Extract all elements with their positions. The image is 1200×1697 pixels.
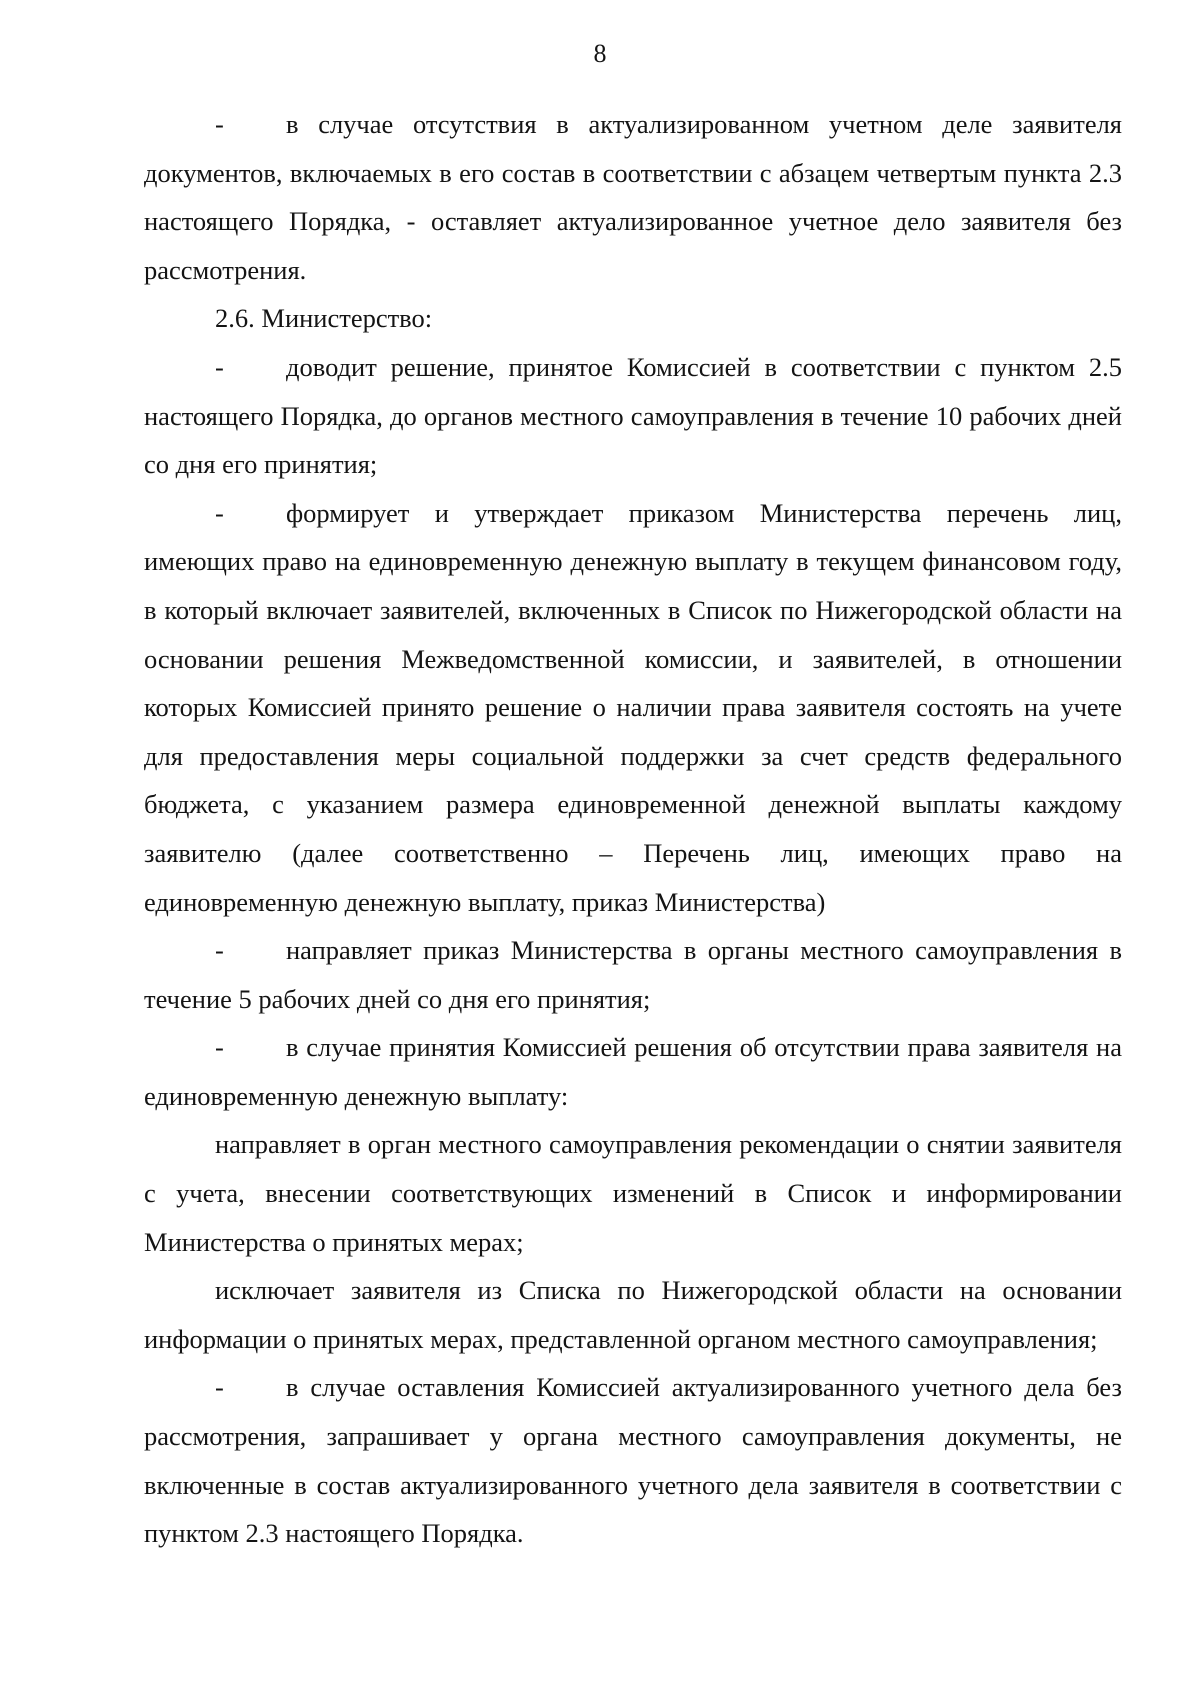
paragraph-dash (144, 1363, 1122, 1557)
paragraph-dash (144, 343, 1122, 489)
paragraph-text: в случае принятия Комиссией решения об отсутствии права заявителя на единовременную денежную выплату: (144, 1032, 1122, 1111)
document-body (144, 100, 1122, 1558)
list-dash: - (215, 497, 224, 528)
paragraph-dash (144, 1023, 1122, 1120)
paragraph-text: в случае оставления Комиссией актуализированного учетного дела без рассмотрения, запрашивает у органа местного самоуправления документы, не включенные в состав актуализированного учетного дела заявителя в соответствии с пунктом 2.3 настоящего Порядка. (144, 1372, 1122, 1549)
paragraph-indent: направляет в орган местного самоуправления рекомендации о снятии заявителя с учета, внесении соответствующих изменений в Список и информировании Министерства о принятых мерах; (144, 1129, 1122, 1257)
paragraph-dash (144, 100, 1122, 294)
list-dash: - (215, 935, 224, 966)
page-number: 8 (593, 39, 607, 68)
paragraph-text: направляет приказ Министерства в органы местного самоуправления в течение 5 рабочих дней со дня его принятия; (144, 935, 1122, 1014)
paragraph-text: в случае отсутствия в актуализированном учетном деле заявителя документов, включаемых в его состав в соответствии с абзацем четвертым пункта 2.3 настоящего Порядка, - оставляет актуализированное учетное дело заявителя без рассмотрения. (144, 109, 1122, 285)
list-dash: - (215, 1372, 224, 1403)
list-dash: - (215, 109, 224, 139)
section-heading-2-6: 2.6. Министерство: (215, 303, 433, 334)
paragraph-indent: исключает заявителя из Списка по Нижегородской области на основании информации о принятых мерах, представленной органом местного самоуправления; (144, 1275, 1122, 1354)
paragraph-text: формирует и утверждает приказом Министерства перечень лиц, имеющих право на единовременную денежную выплату в текущем финансовом году, в который включает заявителей, включенных в Список по Нижегородской области на основании решения Межведомственной комиссии, и заявителей, в отношении которых Комиссией принято решение о наличии права заявителя состоять на учете для предоставления меры социальной поддержки за счет средств федерального бюджета, с указанием размера единовременной денежной выплаты каждому заявителю (далее соответственно – Перечень лиц, имеющих право на единовременную денежную выплату, приказ Министерства) (144, 497, 1122, 917)
list-dash: - (215, 1032, 224, 1063)
paragraph-dash (144, 926, 1122, 1023)
paragraph-text: доводит решение, принятое Комиссией в соответствии с пунктом 2.5 настоящего Порядка, до органов местного самоуправления в течение 10 рабочих дней со дня его принятия; (144, 351, 1122, 480)
list-dash: - (215, 351, 224, 382)
paragraph-dash (144, 489, 1122, 926)
